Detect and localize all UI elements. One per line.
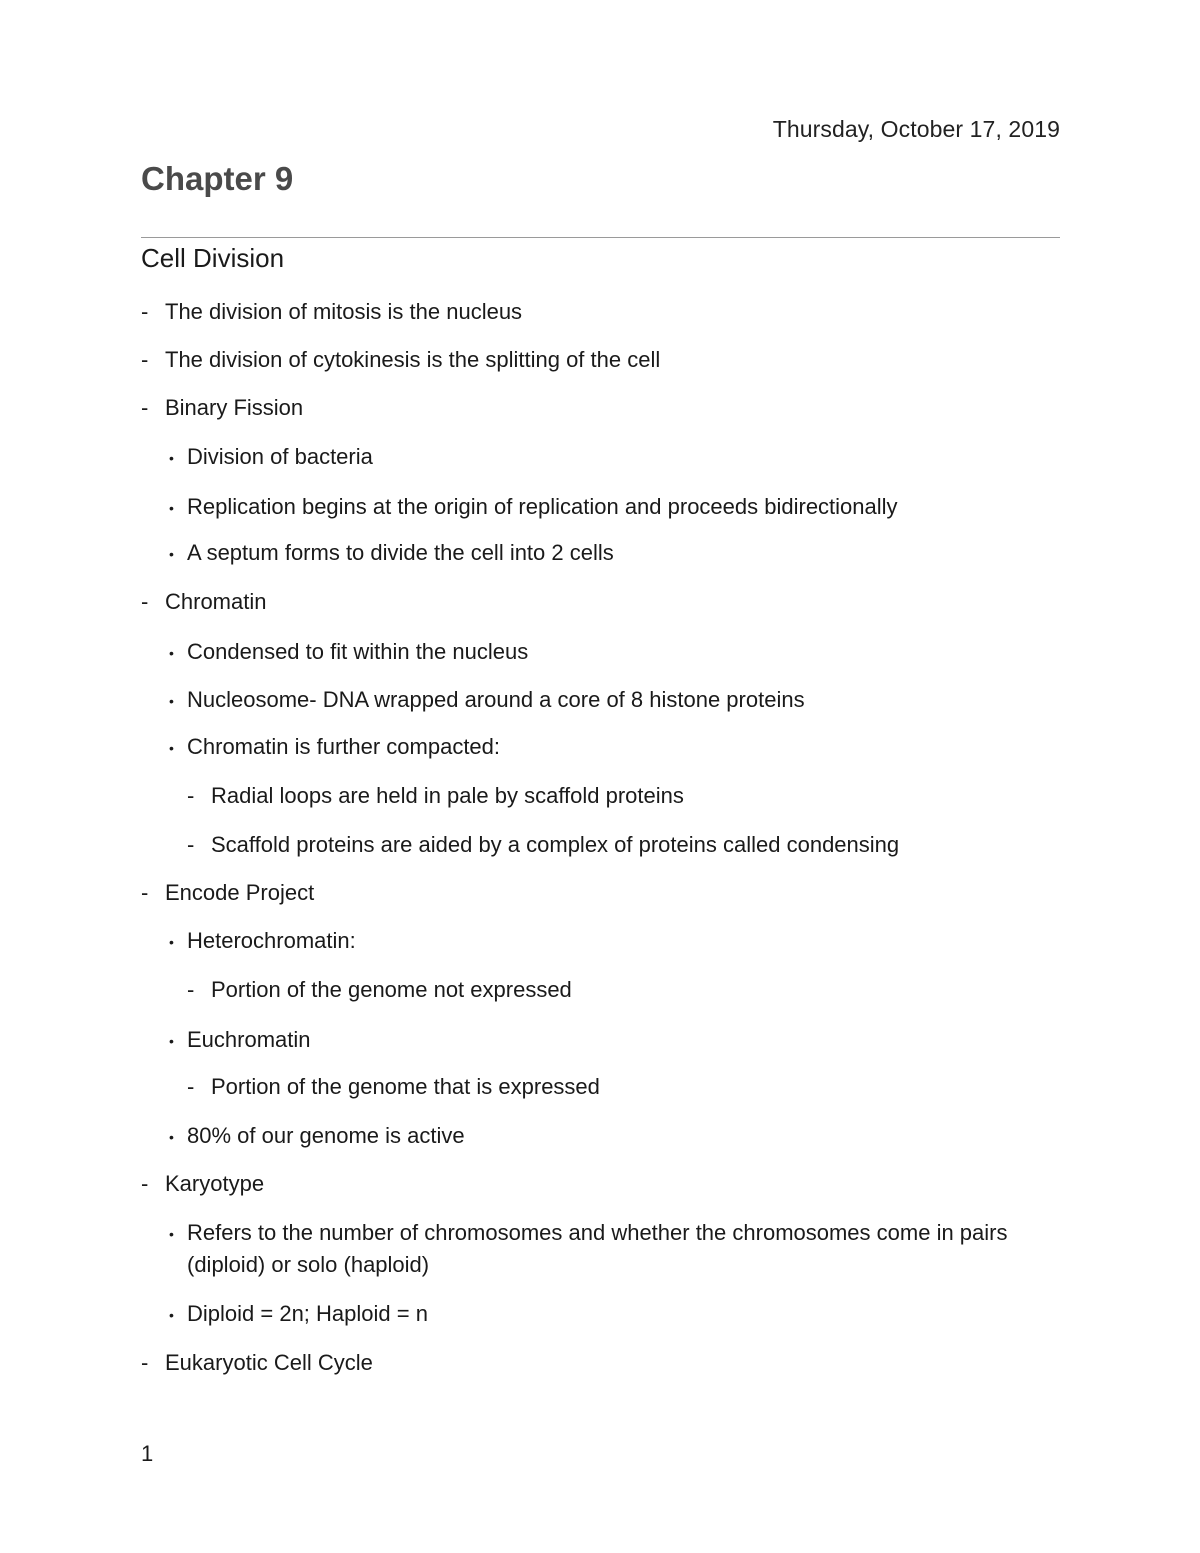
list-item <box>141 877 314 909</box>
list-item-text: Diploid = 2n; Haploid = n <box>187 1301 428 1326</box>
list-item-text: The division of mitosis is the nucleus <box>165 299 523 324</box>
list-item <box>141 586 266 618</box>
bullet-marker: • <box>169 500 174 516</box>
list-item-text: Division of bacteria <box>187 444 373 469</box>
bullet-marker: • <box>169 1307 174 1323</box>
list-item-text: Scaffold proteins are aided by a complex of proteins called condensing <box>211 832 900 857</box>
list-item-text: Karyotype <box>165 1171 265 1196</box>
dash-marker: - <box>141 1171 149 1196</box>
list-item-text: Portion of the genome that is expressed <box>211 1074 600 1099</box>
title-divider <box>141 237 1060 238</box>
list-item <box>165 491 898 523</box>
chapter-title: Chapter 9 <box>141 160 294 197</box>
bullet-marker: • <box>169 645 174 661</box>
list-item-text: 80% of our genome is active <box>187 1123 465 1148</box>
bullet-marker: • <box>169 1129 174 1145</box>
dash-marker: - <box>141 589 149 614</box>
list-item-text: Refers to the number of chromosomes and whether the chromosomes come in pairs (diploid) or solo (haploid) <box>187 1220 1008 1277</box>
list-item-text: The division of cytokinesis is the splitting of the cell <box>165 347 661 372</box>
list-item <box>165 684 805 716</box>
list-item-text: Condensed to fit within the nucleus <box>187 639 529 664</box>
list-item <box>141 1347 373 1379</box>
list-item <box>165 636 528 668</box>
list-item-text: Nucleosome- DNA wrapped around a core of 8 histone proteins <box>187 687 805 712</box>
list-item <box>165 537 614 569</box>
dash-marker: - <box>141 1350 149 1375</box>
dash-marker: - <box>187 832 195 857</box>
bullet-marker: • <box>169 693 174 709</box>
list-item <box>187 829 899 861</box>
list-item <box>165 1298 428 1330</box>
dash-marker: - <box>141 347 149 372</box>
bullet-marker: • <box>169 1226 174 1242</box>
section-title: Cell Division <box>141 243 285 273</box>
list-item <box>187 780 684 812</box>
bullet-marker: • <box>169 450 174 466</box>
list-item-text: Heterochromatin: <box>187 928 356 953</box>
dash-marker: - <box>187 977 195 1002</box>
dash-marker: - <box>187 1074 195 1099</box>
list-item-text: Binary Fission <box>165 395 304 420</box>
list-item <box>187 1071 600 1103</box>
bullet-marker: • <box>169 740 174 756</box>
list-item <box>165 1217 1015 1281</box>
bullet-marker: • <box>169 546 174 562</box>
list-item <box>165 441 373 473</box>
list-item <box>141 344 660 376</box>
list-item <box>165 925 356 957</box>
dash-marker: - <box>141 395 149 420</box>
list-item-text: Encode Project <box>165 880 315 905</box>
dash-marker: - <box>141 880 149 905</box>
list-item <box>165 1024 311 1056</box>
list-item-text: Euchromatin <box>187 1027 311 1052</box>
document-date: Thursday, October 17, 2019 <box>772 116 1060 142</box>
list-item-text: Portion of the genome not expressed <box>211 977 572 1002</box>
list-item-text: Chromatin is further compacted: <box>187 734 501 759</box>
list-item-text: A septum forms to divide the cell into 2 cells <box>187 540 614 565</box>
list-item <box>141 296 522 328</box>
list-item <box>187 974 572 1006</box>
page-number: 1 <box>141 1441 154 1466</box>
list-item-text: Radial loops are held in pale by scaffold proteins <box>211 783 684 808</box>
list-item <box>141 392 303 424</box>
bullet-marker: • <box>169 1033 174 1049</box>
list-item-text: Eukaryotic Cell Cycle <box>165 1350 373 1375</box>
list-item <box>165 731 500 763</box>
bullet-marker: • <box>169 934 174 950</box>
list-item <box>165 1120 465 1152</box>
list-item <box>141 1168 264 1200</box>
dash-marker: - <box>187 783 195 808</box>
list-item-text: Replication begins at the origin of replication and proceeds bidirectionally <box>187 494 898 519</box>
list-item-text: Chromatin <box>165 589 267 614</box>
dash-marker: - <box>141 299 149 324</box>
